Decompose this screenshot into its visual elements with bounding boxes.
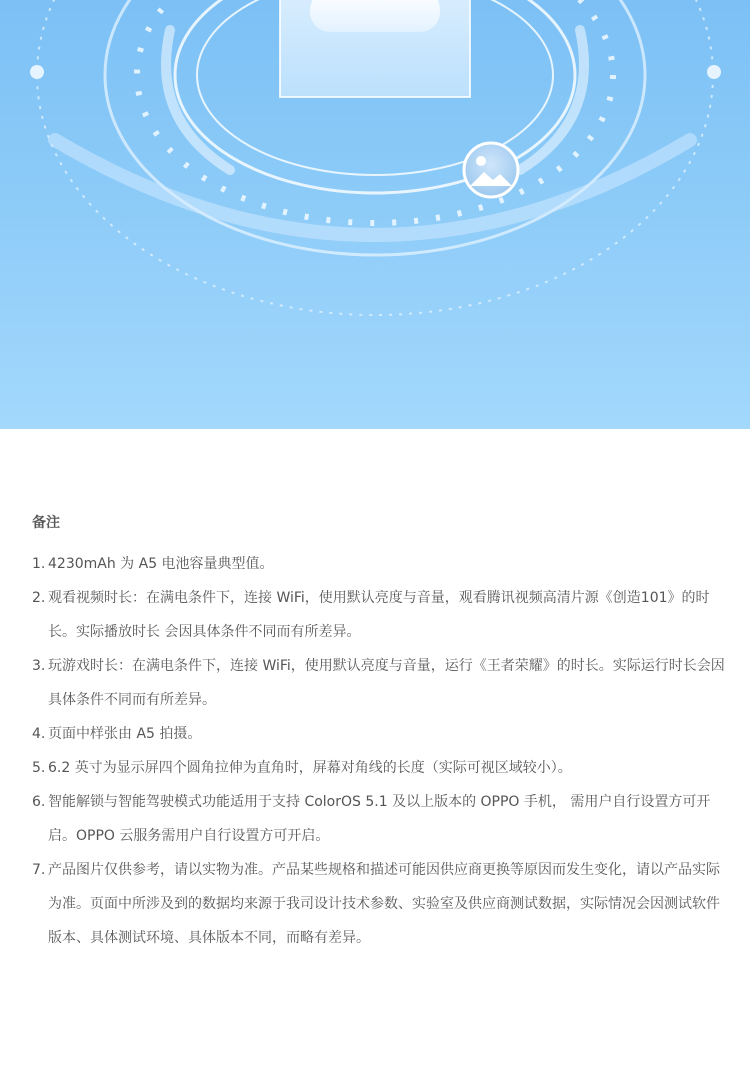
concentric-rings-graphic — [0, 0, 750, 429]
list-item-text: 观看视频时长：在满电条件下，连接 WiFi，使用默认亮度与音量，观看腾讯视频高清片源《创造101》的时长。实际播放时长 会因具体条件不同而有所差异。 — [48, 590, 710, 640]
list-item — [32, 717, 732, 751]
phone-pill — [310, 0, 440, 32]
image-placeholder-icon — [464, 143, 518, 197]
list-item-number: 7. — [32, 862, 46, 878]
notes-title: 备注 — [32, 515, 60, 531]
list-item-number: 2. — [32, 590, 46, 606]
notes-section — [0, 429, 750, 1089]
list-item — [32, 581, 732, 649]
list-item-number: 5. — [32, 760, 46, 776]
list-item-text: 4230mAh 为 A5 电池容量典型值。 — [48, 556, 274, 572]
notes-list — [32, 547, 732, 955]
right-node — [707, 65, 721, 79]
list-item-number: 4. — [32, 726, 46, 742]
list-item-text: 页面中样张由 A5 拍摄。 — [48, 726, 202, 742]
list-item-text: 智能解锁与智能驾驶模式功能适用于支持 ColorOS 5.1 及以上版本的 OPPO 手机， 需用户自行设置方可开启。OPPO 云服务需用户自行设置方可开启。 — [48, 794, 711, 844]
list-item-number: 6. — [32, 794, 46, 810]
hero-illustration — [0, 0, 750, 429]
list-item — [32, 547, 732, 581]
list-item-number: 1. — [32, 556, 46, 572]
list-item — [32, 853, 732, 955]
list-item-text: 玩游戏时长：在满电条件下，连接 WiFi，使用默认亮度与音量，运行《王者荣耀》的时长。实际运行时长会因具体条件不同而有所差异。 — [48, 658, 725, 708]
list-item — [32, 751, 732, 785]
list-item — [32, 785, 732, 853]
list-item-number: 3. — [32, 658, 46, 674]
left-node — [30, 65, 44, 79]
list-item-text: 6.2 英寸为显示屏四个圆角拉伸为直角时，屏幕对角线的长度（实际可视区域较小）。 — [48, 760, 572, 776]
list-item-text: 产品图片仅供参考，请以实物为准。产品某些规格和描述可能因供应商更换等原因而发生变化，请以产品实际为准。页面中所涉及到的数据均来源于我司设计技术参数、实验室及供应商测试数据，实际情况会因测试软件版本、具体测试环境、具体版本不同，而略有差异。 — [48, 862, 720, 946]
list-item — [32, 649, 732, 717]
